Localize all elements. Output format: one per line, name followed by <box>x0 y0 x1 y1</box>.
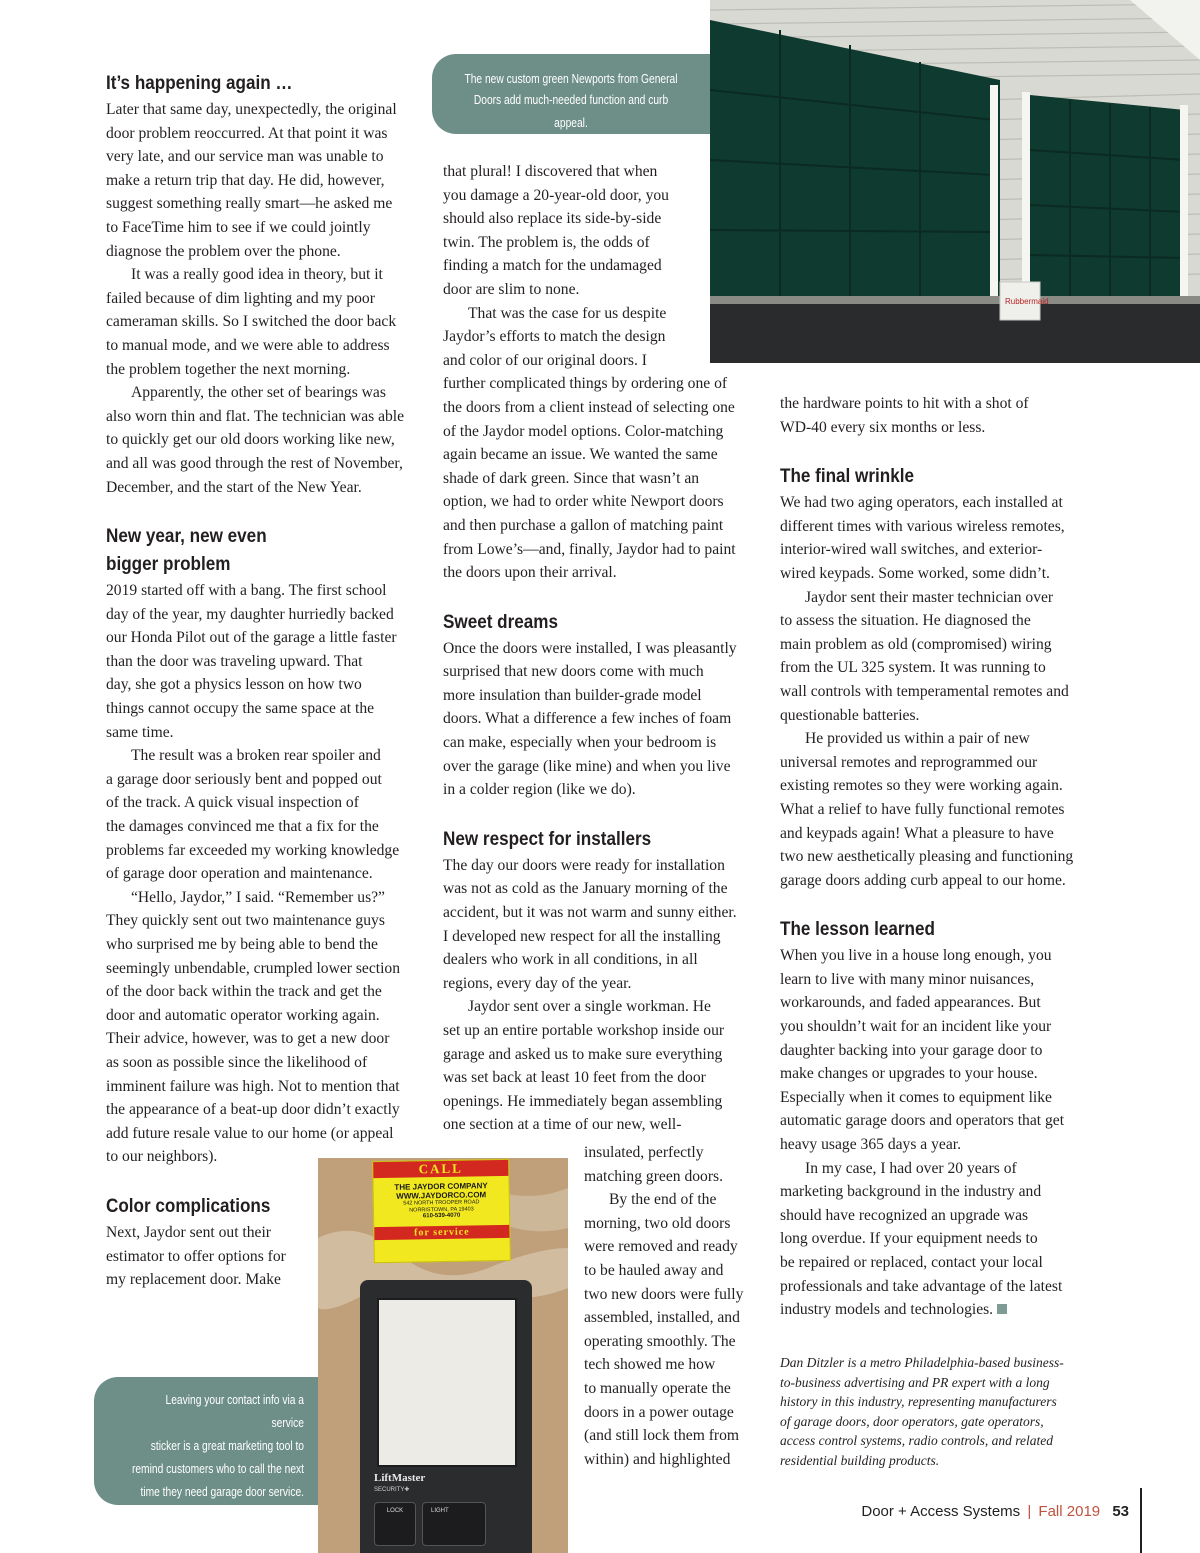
section-heading: Sweet dreams <box>443 611 559 633</box>
caption-line: remind customers who to call the next <box>131 1462 304 1476</box>
byline-line: to-business advertising and PR expert with a long <box>780 1374 1050 1390</box>
body-text-line: universal remotes and reprogrammed our <box>780 753 1038 771</box>
body-text-line: were removed and ready <box>584 1238 738 1256</box>
body-text-line: a garage door seriously bent and popped out <box>106 770 382 788</box>
body-text-line: make changes or upgrades to your house. <box>780 1065 1038 1083</box>
jaydor-sticker <box>372 1159 511 1263</box>
body-text-line: same time. <box>106 723 174 741</box>
body-text-line: set up an entire portable workshop inside our <box>443 1022 725 1039</box>
body-text-line: Apparently, the other set of bearings was <box>131 384 386 402</box>
body-text-line: one section at a time of our new, well- <box>443 1116 682 1134</box>
body-text-line: workarounds, and faded appearances. But <box>780 994 1041 1012</box>
body-text-line: The day our doors were ready for installation <box>443 856 725 874</box>
page-number: 53 <box>1112 1503 1129 1520</box>
body-text-line: insulated, perfectly <box>584 1144 704 1161</box>
body-text-line: my replacement door. Make <box>106 1271 281 1289</box>
article-column-3 <box>780 392 1110 1322</box>
body-text-line: shade of dark green. Since that wasn’t an <box>443 469 700 487</box>
body-text-line: assembled, installed, and <box>584 1309 740 1327</box>
section-heading: bigger problem <box>106 554 231 576</box>
body-text-line: They quickly sent out two maintenance guys <box>106 912 385 930</box>
garage-doors-photo <box>710 0 1200 363</box>
body-text-line: can make, especially when your bedroom is <box>443 734 717 752</box>
remote-model: SECURITY✚ <box>374 1487 410 1493</box>
body-text-line: twin. The problem is, the odds of <box>443 233 650 251</box>
section-spacer <box>780 439 1110 463</box>
sticker-call: CALL <box>373 1160 508 1178</box>
body-text-line: dealers who work in all conditions, in all <box>443 951 698 969</box>
section-heading: Color complications <box>106 1195 271 1217</box>
body-text-line: add future resale value to our home (or appeal <box>106 1124 394 1142</box>
byline-line: residential building products. <box>780 1452 940 1468</box>
article-column-2 <box>443 160 763 1137</box>
body-text-line: cameraman skills. So I switched the door back <box>106 313 397 331</box>
body-text-line: again became an issue. We wanted the same <box>443 446 718 464</box>
body-text-line: openings. He immediately began assembling <box>443 1092 723 1110</box>
byline-line: Dan Ditzler is a metro Philadelphia-based business- <box>780 1355 1064 1370</box>
body-text-line: door problem reoccurred. At that point it was <box>106 124 388 142</box>
body-text-line: seemingly unbendable, crumpled lower section <box>106 959 401 977</box>
body-text-line: that plural! I discovered that when <box>443 163 658 180</box>
body-text-line: interior-wired wall switches, and exterior- <box>780 541 1043 559</box>
body-text-line: from Lowe’s—and, finally, Jaydor had to paint <box>443 540 736 558</box>
page-footer <box>861 1503 1129 1520</box>
caption-line: The new custom green Newports from General <box>464 72 678 86</box>
body-text-line: questionable batteries. <box>780 706 920 724</box>
body-text-line: door are slim to none. <box>443 280 580 298</box>
sticker-phone: 610-539-4070 <box>422 1212 461 1220</box>
byline-line: access control systems, radio controls, and related <box>780 1433 1053 1448</box>
body-text-line: be repaired or replaced, contact your local <box>780 1254 1043 1271</box>
bottom-photo-caption <box>94 1377 318 1505</box>
body-text-line: to manual mode, and we were able to address <box>106 336 390 354</box>
body-text-line: two new doors were fully <box>584 1285 744 1303</box>
body-text-line: WD-40 every six months or less. <box>780 418 986 436</box>
body-text-line: failed because of dim lighting and my poor <box>106 289 375 307</box>
footer-separator: | <box>1027 1503 1032 1520</box>
body-text-line: door and automatic operator working again. <box>106 1006 380 1024</box>
body-text-line: and then purchase a gallon of matching paint <box>443 516 724 534</box>
body-text-line: very late, and our service man was unable to <box>106 148 384 166</box>
body-text-line: more insulation than builder-grade model <box>443 686 702 704</box>
body-text-line: to quickly get our old doors working like new, <box>106 431 395 449</box>
body-text-line: We had two aging operators, each installed at <box>780 494 1063 512</box>
body-text-line: main problem as old (compromised) wiring <box>780 635 1052 653</box>
body-text-line: He provided us within a pair of new <box>805 730 1030 748</box>
body-text-line: wall controls with temperamental remotes and <box>780 682 1069 700</box>
section-heading: New year, new even <box>106 526 267 548</box>
body-text-line: should also replace its side-by-side <box>443 210 662 228</box>
body-text-line: was set back at least 10 feet from the door <box>443 1069 706 1087</box>
section-heading: New respect for installers <box>443 828 652 850</box>
body-text-line: existing remotes so they were working again. <box>780 777 1063 795</box>
body-text-line: of garage door operation and maintenance. <box>106 865 373 883</box>
body-text-line: automatic garage doors and operators that get <box>780 1112 1065 1130</box>
issue-season: Fall 2019 <box>1038 1503 1101 1520</box>
sticker-website: WWW.JAYDORCO.COM <box>396 1190 487 1201</box>
section-heading: The lesson learned <box>780 919 935 941</box>
body-text-line: you damage a 20-year-old door, you <box>443 186 669 204</box>
body-text-line: the damages convinced me that a fix for the <box>106 818 379 836</box>
body-text-line: wired keypads. Some worked, some didn’t. <box>780 564 1050 582</box>
sticker-city: NORRISTOWN, PA 19403 <box>409 1205 474 1214</box>
body-text-line: and keypads again! What a pleasure to have <box>780 824 1054 842</box>
article-column-1 <box>106 70 424 1292</box>
body-text-line: further complicated things by ordering one of <box>443 375 728 393</box>
body-text-line: who surprised me by being able to bend the <box>106 936 378 953</box>
body-text-line: industry models and technologies. <box>780 1298 1110 1322</box>
light-button[interactable] <box>422 1502 486 1546</box>
byline-line: history in this industry, representing manufacturers <box>780 1394 1057 1409</box>
wall-control-remote <box>360 1280 532 1553</box>
body-text-line: within) and highlighted <box>584 1450 731 1468</box>
lock-button[interactable] <box>374 1502 416 1546</box>
caption-line: sticker is a great marketing tool to <box>150 1439 304 1453</box>
body-text-line: the hardware points to hit with a shot of <box>780 395 1029 412</box>
garage-doors-illustration <box>710 0 1200 363</box>
sticker-company: THE JAYDOR COMPANY <box>394 1181 488 1192</box>
sticker-street: 542 NORTH TROOPER ROAD <box>403 1199 480 1207</box>
body-text-line: learn to live with many minor nuisances, <box>780 970 1035 988</box>
body-text-line: accident, but it was not warm and sunny either. <box>443 904 737 922</box>
caption-line: Doors add much-needed function and curb appeal. <box>473 93 669 130</box>
body-text-line: When you live in a house long enough, you <box>780 947 1052 965</box>
body-text-line: and all was good through the rest of November, <box>106 454 403 472</box>
body-text-line: and color of our original doors. I <box>443 351 647 369</box>
body-text-line: doors. What a difference a few inches of foam <box>443 710 732 728</box>
body-text-line: as soon as possible since the likelihood of <box>106 1053 368 1071</box>
body-text-line: the appearance of a beat-up door didn’t exactly <box>106 1101 400 1119</box>
body-text-line: to be hauled away and <box>584 1261 724 1279</box>
sticker-for-service: for service <box>374 1225 509 1240</box>
body-text-line: operating smoothly. The <box>584 1332 736 1350</box>
author-byline <box>780 1353 1110 1470</box>
body-text-line: than the door was traveling upward. That <box>106 652 363 670</box>
body-text-line: different times with various wireless remotes, <box>780 517 1065 535</box>
body-text-line: the doors from a client instead of selecting one <box>443 398 735 416</box>
body-text-line: Especially when it comes to equipment like <box>780 1088 1052 1106</box>
body-text-line: make a return trip that day. He did, however, <box>106 171 385 189</box>
body-text-line: our Honda Pilot out of the garage a little faster <box>106 629 397 647</box>
light-label: LIGHT <box>431 1508 449 1514</box>
body-text-line: In my case, I had over 20 years of <box>805 1159 1017 1177</box>
section-spacer <box>443 585 763 609</box>
body-text-line: marketing background in the industry and <box>780 1183 1042 1201</box>
body-text-line: surprised that new doors come with much <box>443 663 704 681</box>
body-text-line: finding a match for the undamaged <box>443 257 662 275</box>
body-text-line: matching green doors. <box>584 1167 724 1185</box>
body-text-line: garage doors adding curb appeal to our home. <box>780 871 1066 889</box>
caption-line: time they need garage door service. <box>140 1485 304 1499</box>
article-column-2-lower <box>584 1141 764 1471</box>
body-text-line: of the door back within the track and get the <box>106 983 382 1001</box>
publication-name: Door + Access Systems <box>861 1503 1021 1520</box>
end-mark-icon <box>997 1304 1007 1314</box>
body-text-line: Next, Jaydor sent out their <box>106 1223 271 1241</box>
body-text-line: I developed new respect for all the installing <box>443 927 721 945</box>
body-text-line: of the Jaydor model options. Color-matching <box>443 422 724 440</box>
body-text-line: Jaydor’s efforts to match the design <box>443 328 666 346</box>
body-text-line: to assess the situation. He diagnosed the <box>780 612 1031 630</box>
body-text-line: (and still lock them from <box>584 1427 740 1445</box>
body-text-line: you shouldn’t wait for an incident like your <box>780 1018 1052 1036</box>
body-text-line: suggest something really smart—he asked me <box>106 195 393 213</box>
body-text-line: estimator to offer options for <box>106 1247 286 1265</box>
body-text-line: to manually operate the <box>584 1379 731 1397</box>
caption-line: Leaving your contact info via a service <box>165 1393 304 1430</box>
remote-brand: LiftMaster <box>374 1472 426 1484</box>
body-text-line: two new aesthetically pleasing and functioning <box>780 848 1074 866</box>
section-heading: It’s happening again … <box>106 73 293 94</box>
body-text-line: Their advice, however, was to get a new door <box>106 1030 390 1048</box>
body-text-line: the doors upon their arrival. <box>443 564 617 582</box>
body-text-line: of the track. A quick visual inspection of <box>106 794 359 812</box>
body-text-line: That was the case for us despite <box>468 304 667 322</box>
body-text-line: to our neighbors). <box>106 1148 218 1166</box>
body-text-line: What a relief to have fully functional remotes <box>780 800 1065 818</box>
body-text-line: to FaceTime him to see if we could jointly <box>106 218 371 236</box>
body-text-line: “Hello, Jaydor,” I said. “Remember us?” <box>131 888 385 906</box>
body-text-line: 2019 started off with a bang. The first school <box>106 582 387 600</box>
body-text-line: imminent failure was high. Not to mention that <box>106 1077 400 1095</box>
body-text-line: Later that same day, unexpectedly, the original <box>106 101 397 118</box>
body-text-line: By the end of the <box>609 1191 717 1209</box>
body-text-line: December, and the start of the New Year. <box>106 478 362 496</box>
body-text-line: Jaydor sent their master technician over <box>805 588 1054 606</box>
lock-label: LOCK <box>386 1508 404 1514</box>
top-photo-caption <box>432 54 710 134</box>
body-text-line: day of the year, my daughter hurriedly backed <box>106 605 394 623</box>
section-spacer <box>443 802 763 826</box>
body-text-line: garage and asked us to make sure everything <box>443 1045 723 1063</box>
body-text-line: was not as cold as the January morning of the <box>443 880 728 898</box>
body-text-line: problems far exceeded my working knowledge <box>106 841 400 859</box>
byline-line: of garage doors, door operators, gate operators, <box>780 1413 1044 1429</box>
body-text-line: diagnose the problem over the phone. <box>106 242 341 260</box>
body-text-line: the problem together the next morning. <box>106 360 351 378</box>
service-sticker-photo <box>318 1158 568 1553</box>
body-text-line: The result was a broken rear spoiler and <box>131 747 381 765</box>
body-text-line: professionals and take advantage of the latest <box>780 1277 1063 1295</box>
section-heading: The final wrinkle <box>780 466 914 488</box>
body-text-line: morning, two old doors <box>584 1214 731 1232</box>
section-spacer <box>780 892 1110 916</box>
body-text-line: daughter backing into your garage door to <box>780 1041 1043 1059</box>
footer-rule <box>1140 1488 1142 1553</box>
section-spacer <box>106 499 424 523</box>
body-text-line: Jaydor sent over a single workman. He <box>468 998 711 1016</box>
box-label: Rubbermaid <box>1005 297 1049 306</box>
body-text-line: regions, every day of the year. <box>443 974 632 992</box>
body-text-line: doors in a power outage <box>584 1403 734 1421</box>
body-text-line: also worn thin and flat. The technician was able <box>106 407 405 425</box>
body-text-line: Once the doors were installed, I was pleasantly <box>443 639 737 657</box>
body-text-line: over the garage (like mine) and when you live <box>443 757 731 775</box>
body-text-line: in a colder region (like we do). <box>443 781 636 799</box>
body-text-line: should have recognized an upgrade was <box>780 1206 1029 1224</box>
body-text-line: from the UL 325 system. It was running to <box>780 659 1046 677</box>
body-text-line: It was a really good idea in theory, but it <box>131 266 383 284</box>
body-text-line: option, we had to order white Newport doors <box>443 493 724 511</box>
body-text-line: heavy usage 365 days a year. <box>780 1136 961 1154</box>
body-text-line: long overdue. If your equipment needs to <box>780 1230 1038 1248</box>
body-text-line: day, she got a physics lesson on how two <box>106 676 362 694</box>
body-text-line: tech showed me how <box>584 1356 716 1374</box>
body-text-line: things cannot occupy the same space at the <box>106 700 375 718</box>
remote-light-panel <box>377 1298 517 1467</box>
